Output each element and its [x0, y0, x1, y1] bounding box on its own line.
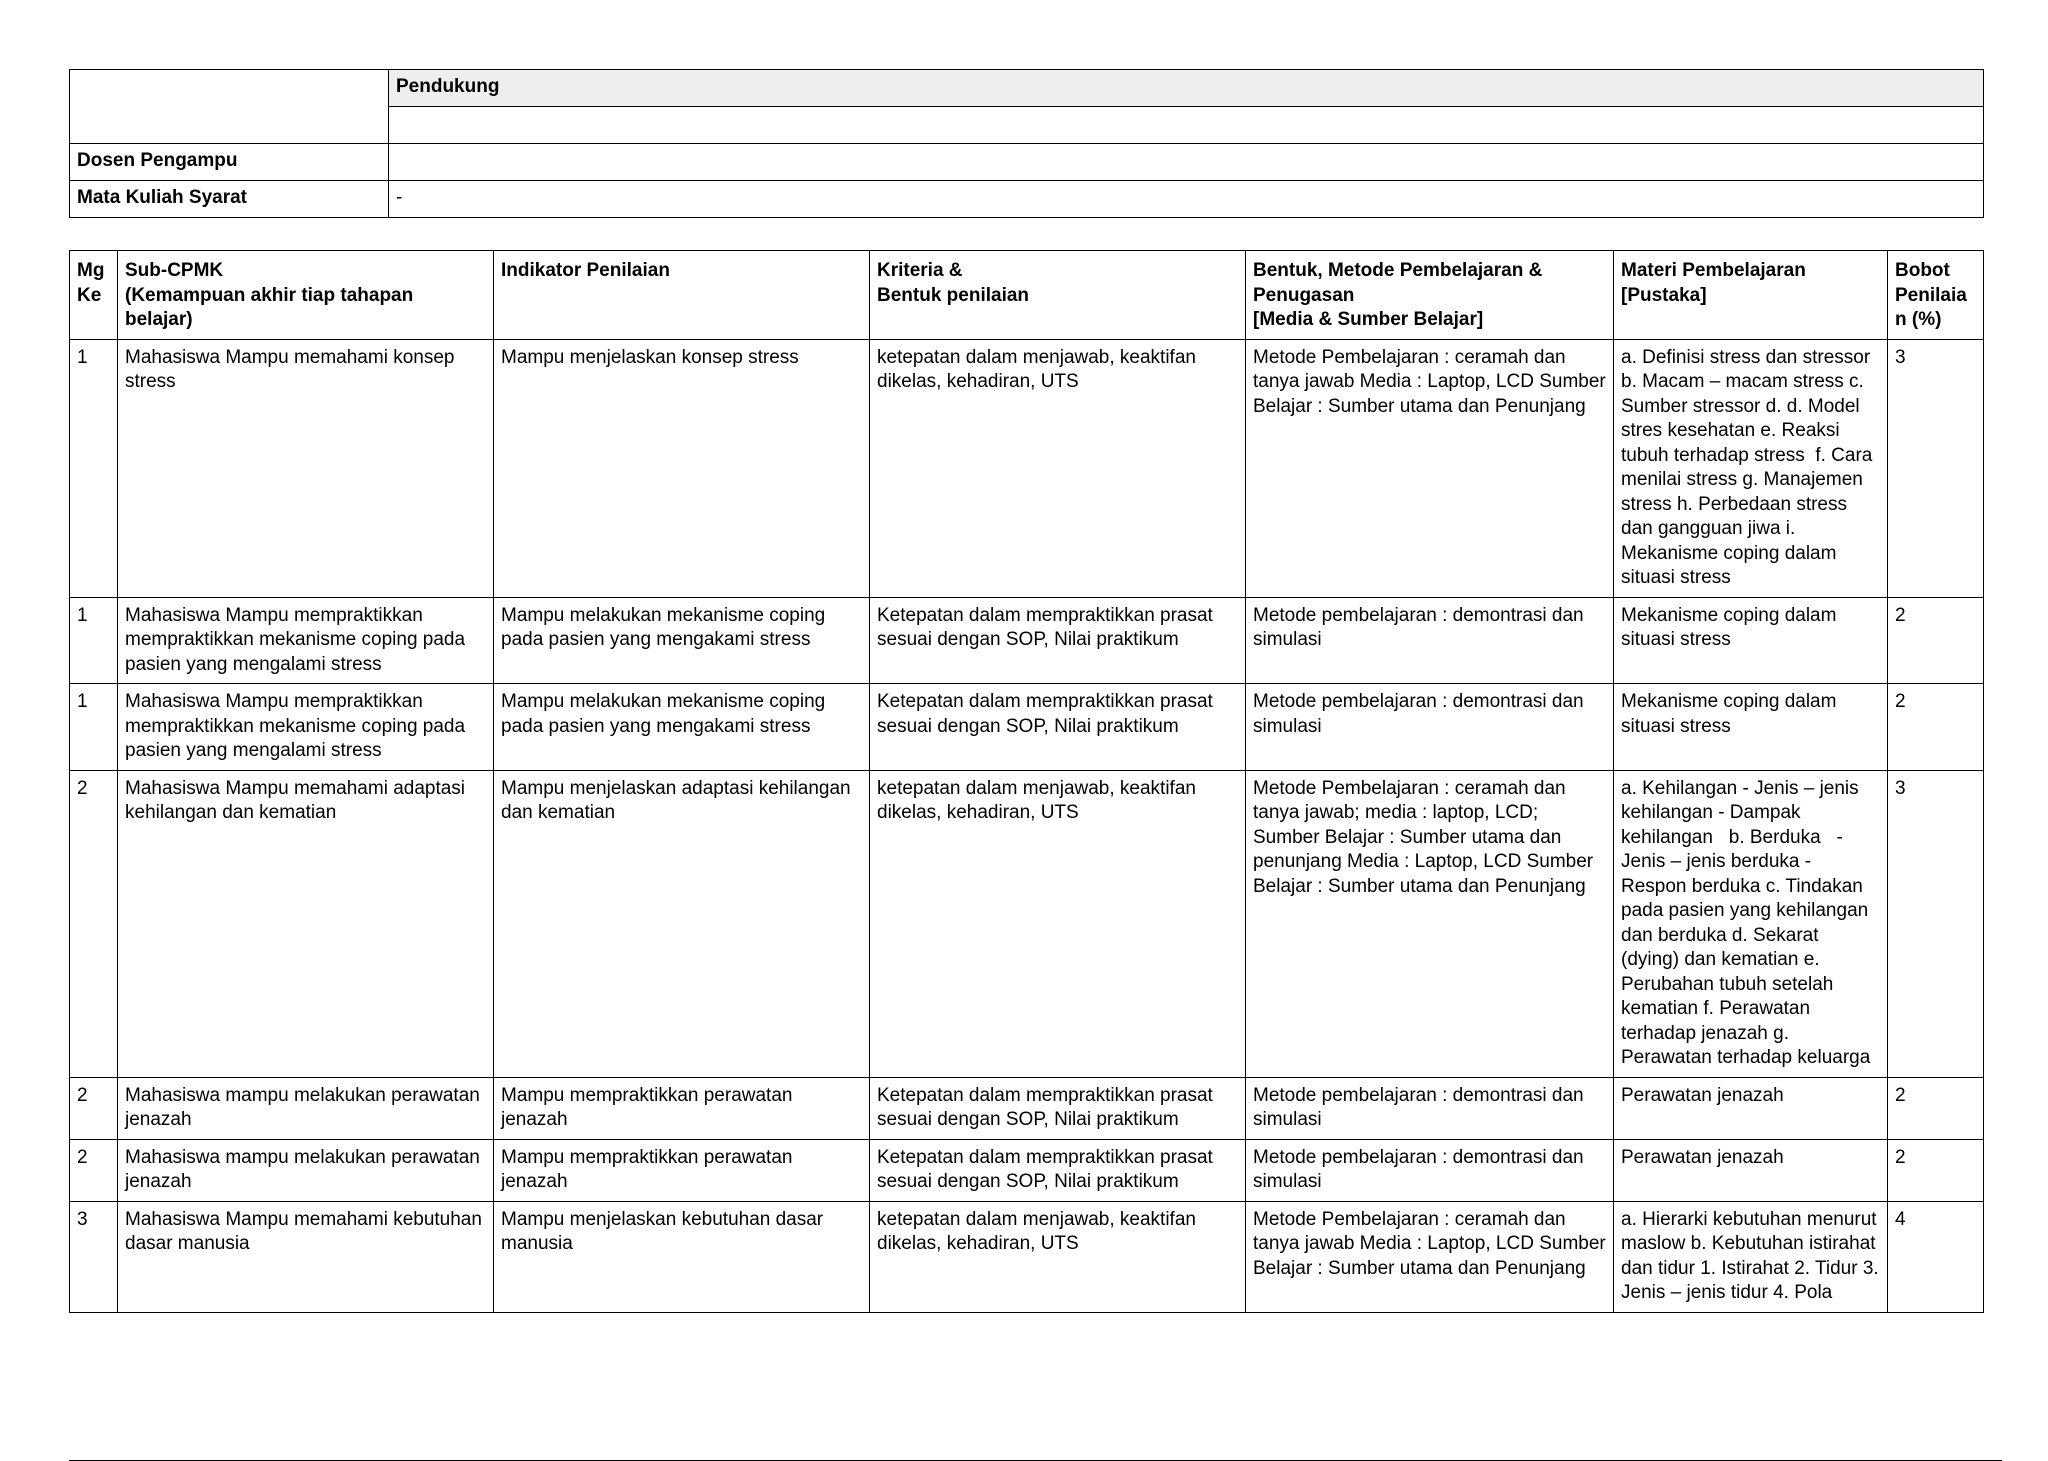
syarat-value: -	[389, 181, 1984, 218]
cell-bobot: 3	[1888, 339, 1984, 597]
header-mg-ke: Mg Ke	[70, 251, 118, 340]
cell-materi: a. Hierarki kebutuhan menurut maslow b. Kebutuhan istirahat dan tidur 1. Istirahat 2. Tidur 3. Jenis – jenis tidur 4. Pola	[1614, 1201, 1888, 1312]
header-materi: Materi Pembelajaran [Pustaka]	[1614, 251, 1888, 340]
table-row	[70, 339, 1984, 597]
course-info-table	[69, 69, 1984, 218]
cell-sub-cpmk: Mahasiswa mampu melakukan perawatan jenazah	[118, 1139, 494, 1201]
table-row	[70, 684, 1984, 771]
cell-indikator: Mampu mempraktikkan perawatan jenazah	[494, 1077, 870, 1139]
cell-materi: Perawatan jenazah	[1614, 1139, 1888, 1201]
cell-materi: Perawatan jenazah	[1614, 1077, 1888, 1139]
header-bobot: Bobot Penilaian (%)	[1888, 251, 1984, 340]
cell-sub-cpmk: Mahasiswa Mampu mempraktikkan mempraktikkan mekanisme coping pada pasien yang mengalami stress	[118, 684, 494, 771]
cell-mg: 2	[70, 770, 118, 1077]
pendukung-left-empty	[70, 70, 389, 144]
cell-bobot: 2	[1888, 1139, 1984, 1201]
cell-bobot: 3	[1888, 770, 1984, 1077]
cell-bentuk: Metode Pembelajaran : ceramah dan tanya jawab; media : laptop, LCD; Sumber Belajar : Sumber utama dan penunjang Media : Laptop, LCD Sumber Belajar : Sumber utama dan Penunjang	[1246, 770, 1614, 1077]
cell-mg: 2	[70, 1077, 118, 1139]
cell-kriteria: ketepatan dalam menjawab, keaktifan dikelas, kehadiran, UTS	[870, 770, 1246, 1077]
cell-kriteria: Ketepatan dalam mempraktikkan prasat sesuai dengan SOP, Nilai praktikum	[870, 1139, 1246, 1201]
cell-kriteria: Ketepatan dalam mempraktikkan prasat sesuai dengan SOP, Nilai praktikum	[870, 597, 1246, 684]
cell-bentuk: Metode pembelajaran : demontrasi dan simulasi	[1246, 597, 1614, 684]
plan-header-row	[70, 251, 1984, 340]
cell-indikator: Mampu mempraktikkan perawatan jenazah	[494, 1139, 870, 1201]
cell-indikator: Mampu menjelaskan kebutuhan dasar manusia	[494, 1201, 870, 1312]
cell-indikator: Mampu melakukan mekanisme coping pada pasien yang mengakami stress	[494, 684, 870, 771]
cell-bobot: 2	[1888, 597, 1984, 684]
cell-materi: a. Kehilangan - Jenis – jenis kehilangan - Dampak kehilangan b. Berduka - Jenis – jenis berduka - Respon berduka c. Tindakan pada pasien yang kehilangan dan berduka d. Sekarat (dying) dan kematian e. Perubahan tubuh setelah kematian f. Perawatan terhadap jenazah g. Perawatan terhadap keluarga	[1614, 770, 1888, 1077]
cell-sub-cpmk: Mahasiswa Mampu memahami konsep stress	[118, 339, 494, 597]
pendukung-label: Pendukung	[389, 70, 1984, 107]
cell-mg: 2	[70, 1139, 118, 1201]
cell-bentuk: Metode Pembelajaran : ceramah dan tanya jawab Media : Laptop, LCD Sumber Belajar : Sumber utama dan Penunjang	[1246, 1201, 1614, 1312]
cell-bobot: 2	[1888, 684, 1984, 771]
cell-materi: Mekanisme coping dalam situasi stress	[1614, 597, 1888, 684]
cell-mg: 1	[70, 597, 118, 684]
cell-bentuk: Metode pembelajaran : demontrasi dan simulasi	[1246, 1077, 1614, 1139]
table-row	[70, 597, 1984, 684]
cell-indikator: Mampu menjelaskan konsep stress	[494, 339, 870, 597]
dosen-label: Dosen Pengampu	[70, 144, 389, 181]
cell-bentuk: Metode pembelajaran : demontrasi dan simulasi	[1246, 684, 1614, 771]
cell-indikator: Mampu melakukan mekanisme coping pada pasien yang mengakami stress	[494, 597, 870, 684]
cell-mg: 1	[70, 684, 118, 771]
table-row	[70, 770, 1984, 1077]
header-kriteria: Kriteria & Bentuk penilaian	[870, 251, 1246, 340]
cell-materi: Mekanisme coping dalam situasi stress	[1614, 684, 1888, 771]
dosen-value	[389, 144, 1984, 181]
cell-bentuk: Metode Pembelajaran : ceramah dan tanya jawab Media : Laptop, LCD Sumber Belajar : Sumber utama dan Penunjang	[1246, 339, 1614, 597]
cell-sub-cpmk: Mahasiswa Mampu memahami adaptasi kehilangan dan kematian	[118, 770, 494, 1077]
dosen-row	[70, 144, 1984, 181]
table-row	[70, 1201, 1984, 1312]
cell-bobot: 2	[1888, 1077, 1984, 1139]
cell-materi: a. Definisi stress dan stressor b. Macam – macam stress c. Sumber stressor d. d. Model stres kesehatan e. Reaksi tubuh terhadap stress f. Cara menilai stress g. Manajemen stress h. Perbedaan stress dan gangguan jiwa i. Mekanisme coping dalam situasi stress	[1614, 339, 1888, 597]
cell-sub-cpmk: Mahasiswa mampu melakukan perawatan jenazah	[118, 1077, 494, 1139]
cell-sub-cpmk: Mahasiswa Mampu memahami kebutuhan dasar manusia	[118, 1201, 494, 1312]
cell-kriteria: ketepatan dalam menjawab, keaktifan dikelas, kehadiran, UTS	[870, 1201, 1246, 1312]
cell-mg: 1	[70, 339, 118, 597]
cell-sub-cpmk: Mahasiswa Mampu mempraktikkan mempraktikkan mekanisme coping pada pasien yang mengalami stress	[118, 597, 494, 684]
table-row	[70, 1139, 1984, 1201]
table-row	[70, 1077, 1984, 1139]
cell-kriteria: ketepatan dalam menjawab, keaktifan dikelas, kehadiran, UTS	[870, 339, 1246, 597]
cell-indikator: Mampu menjelaskan adaptasi kehilangan dan kematian	[494, 770, 870, 1077]
pendukung-row	[70, 70, 1984, 107]
pendukung-value	[389, 107, 1984, 144]
syarat-row	[70, 181, 1984, 218]
header-bentuk-metode: Bentuk, Metode Pembelajaran & Penugasan [Media & Sumber Belajar]	[1246, 251, 1614, 340]
header-sub-cpmk: Sub-CPMK (Kemampuan akhir tiap tahapan belajar)	[118, 251, 494, 340]
syarat-label: Mata Kuliah Syarat	[70, 181, 389, 218]
cell-mg: 3	[70, 1201, 118, 1312]
header-indikator: Indikator Penilaian	[494, 251, 870, 340]
cell-bentuk: Metode pembelajaran : demontrasi dan simulasi	[1246, 1139, 1614, 1201]
weekly-plan-table	[69, 250, 1984, 1313]
cell-kriteria: Ketepatan dalam mempraktikkan prasat sesuai dengan SOP, Nilai praktikum	[870, 684, 1246, 771]
cell-kriteria: Ketepatan dalam mempraktikkan prasat sesuai dengan SOP, Nilai praktikum	[870, 1077, 1246, 1139]
cell-bobot: 4	[1888, 1201, 1984, 1312]
